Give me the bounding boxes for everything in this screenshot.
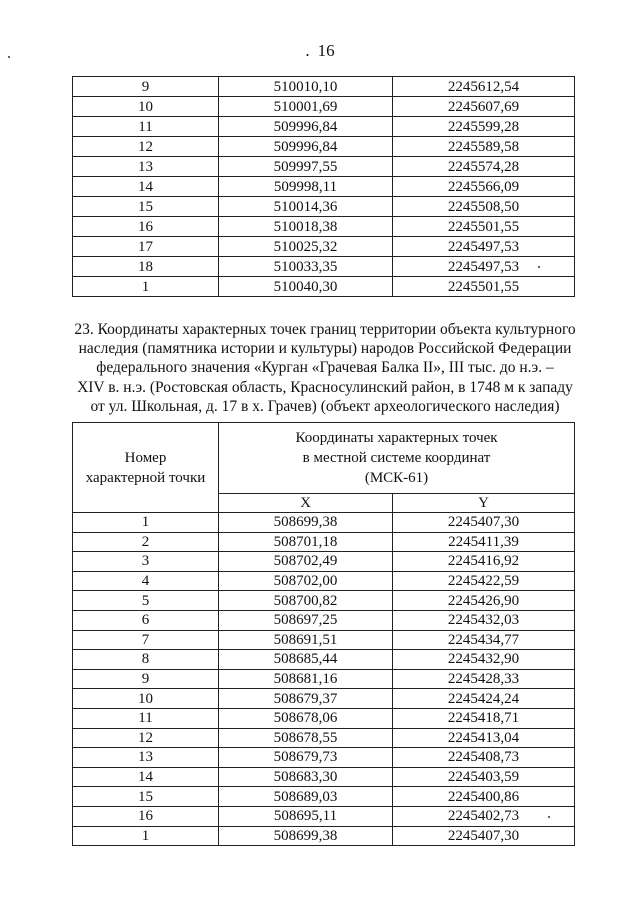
- coord-y: 2245612,54: [393, 77, 575, 97]
- table-row: [73, 77, 575, 97]
- coord-y: 2245416,92: [393, 552, 575, 572]
- coord-y: 2245418,71: [393, 708, 575, 728]
- point-number: 18: [73, 257, 219, 277]
- page-number-text: 16: [317, 41, 335, 60]
- table-row: [73, 157, 575, 177]
- header-text: (МСК-61): [364, 470, 429, 486]
- coord-x: 509996,84: [219, 137, 393, 157]
- point-number: 10: [73, 689, 219, 709]
- coord-x: 510014,36: [219, 197, 393, 217]
- point-number: 12: [73, 137, 219, 157]
- point-number: 12: [73, 728, 219, 748]
- table-row: [73, 97, 575, 117]
- table-row: [73, 257, 575, 277]
- coordinates-table: [72, 422, 575, 846]
- coord-x: 508683,30: [219, 767, 393, 787]
- header-point-number: [73, 423, 219, 513]
- table-row: [73, 748, 575, 768]
- point-number: 4: [73, 571, 219, 591]
- coord-x: 508701,18: [219, 532, 393, 552]
- header-text: в местной системе координат: [302, 450, 491, 466]
- coord-x: 508681,16: [219, 669, 393, 689]
- coord-y: 2245501,55: [393, 277, 575, 297]
- coord-y: 2245434,77: [393, 630, 575, 650]
- table-row: [73, 650, 575, 670]
- table-row: [73, 806, 575, 826]
- table-row: [73, 669, 575, 689]
- point-number: 11: [73, 117, 219, 137]
- heading-line: наследия (памятника истории и культуры) народов Российской Федерации: [78, 340, 572, 358]
- coord-x: 509996,84: [219, 117, 393, 137]
- table-row: [73, 787, 575, 807]
- coord-y: 2245428,33: [393, 669, 575, 689]
- coord-x: 508695,11: [219, 806, 393, 826]
- point-number: 1: [73, 513, 219, 533]
- point-number: 13: [73, 748, 219, 768]
- coord-y: 2245407,30: [393, 513, 575, 533]
- coord-y: 2245432,03: [393, 610, 575, 630]
- coord-y: 2245599,28: [393, 117, 575, 137]
- coord-y: 2245403,59: [393, 767, 575, 787]
- point-number: 5: [73, 591, 219, 611]
- coord-x: 508700,82: [219, 591, 393, 611]
- table-row: [73, 552, 575, 572]
- heading-line: XIV в. н.э. (Ростовская область, Красносулинский район, в 1748 м к западу: [77, 378, 573, 396]
- coord-x: 508699,38: [219, 826, 393, 846]
- point-number: 14: [73, 767, 219, 787]
- coord-x: 508679,73: [219, 748, 393, 768]
- scan-speck: [8, 56, 10, 58]
- coord-y: 2245497,53: [393, 237, 575, 257]
- coord-y: 2245407,30: [393, 826, 575, 846]
- section-heading: [60, 320, 590, 416]
- header-text: Координаты характерных точек: [295, 430, 498, 446]
- coord-x: 508702,00: [219, 571, 393, 591]
- coord-y: 2245607,69: [393, 97, 575, 117]
- coord-x: 509997,55: [219, 157, 393, 177]
- table-row: [73, 217, 575, 237]
- table-row: [73, 591, 575, 611]
- heading-line: 23. Координаты характерных точек границ территории объекта культурного: [74, 321, 576, 338]
- heading-line: от ул. Школьная, д. 17 в х. Грачев) (объект археологического наследия): [90, 397, 560, 415]
- table-row: [73, 728, 575, 748]
- table-row: [73, 137, 575, 157]
- coord-y: 2245508,50: [393, 197, 575, 217]
- header-text: характерной точки: [85, 469, 206, 486]
- coord-y: 2245413,04: [393, 728, 575, 748]
- coord-y: 2245432,90: [393, 650, 575, 670]
- coord-x: 508697,25: [219, 610, 393, 630]
- point-number: 10: [73, 97, 219, 117]
- coord-x: 508689,03: [219, 787, 393, 807]
- coord-y: 2245402,73: [393, 806, 575, 826]
- header-coordinates: [219, 423, 575, 494]
- coord-y: 2245566,09: [393, 177, 575, 197]
- scan-speck: [548, 816, 550, 818]
- point-number: 9: [73, 669, 219, 689]
- table-row: [73, 197, 575, 217]
- point-number: 3: [73, 552, 219, 572]
- coord-x: 508679,37: [219, 689, 393, 709]
- coord-y: 2245400,86: [393, 787, 575, 807]
- coord-y: 2245422,59: [393, 571, 575, 591]
- point-number: 17: [73, 237, 219, 257]
- table-row: [73, 826, 575, 846]
- point-number: 2: [73, 532, 219, 552]
- point-number: 15: [73, 197, 219, 217]
- table-row: [73, 177, 575, 197]
- coord-y: 2245501,55: [393, 217, 575, 237]
- point-number: 1: [73, 826, 219, 846]
- point-number: 7: [73, 630, 219, 650]
- point-number: 16: [73, 217, 219, 237]
- coord-y: 2245426,90: [393, 591, 575, 611]
- table-row: [73, 571, 575, 591]
- point-number: 1: [73, 277, 219, 297]
- table-row: [73, 277, 575, 297]
- header-text: Номер: [124, 449, 167, 466]
- scan-speck: [538, 266, 540, 268]
- point-number: 13: [73, 157, 219, 177]
- table-row: [73, 237, 575, 257]
- coord-x: 509998,11: [219, 177, 393, 197]
- page-number: . 16: [305, 41, 335, 60]
- table-row: [73, 630, 575, 650]
- coord-x: 510010,10: [219, 77, 393, 97]
- coord-y: 2245411,39: [393, 532, 575, 552]
- coord-x: 508685,44: [219, 650, 393, 670]
- heading-line: федерального значения «Курган «Грачевая Балка II», III тыс. до н.э. –: [96, 359, 554, 377]
- coord-x: 510018,38: [219, 217, 393, 237]
- table-row: [73, 532, 575, 552]
- coord-y: 2245424,24: [393, 689, 575, 709]
- coord-x: 508678,06: [219, 708, 393, 728]
- point-number: 9: [73, 77, 219, 97]
- header-y: Y: [393, 494, 575, 513]
- coord-x: 508691,51: [219, 630, 393, 650]
- coord-x: 510025,32: [219, 237, 393, 257]
- table-row: [73, 610, 575, 630]
- coord-y: 2245408,73: [393, 748, 575, 768]
- table-row: [73, 708, 575, 728]
- table-row: [73, 689, 575, 709]
- table-row: [73, 513, 575, 533]
- point-number: 6: [73, 610, 219, 630]
- coord-y: 2245589,58: [393, 137, 575, 157]
- coord-x: 508699,38: [219, 513, 393, 533]
- coord-x: 510040,30: [219, 277, 393, 297]
- coord-x: 510033,35: [219, 257, 393, 277]
- header-x: X: [219, 494, 393, 513]
- coordinates-table-continued: [72, 76, 575, 297]
- point-number: 11: [73, 708, 219, 728]
- point-number: 15: [73, 787, 219, 807]
- coord-x: 508702,49: [219, 552, 393, 572]
- point-number: 8: [73, 650, 219, 670]
- coord-x: 510001,69: [219, 97, 393, 117]
- point-number: 14: [73, 177, 219, 197]
- table-row: [73, 767, 575, 787]
- coord-x: 508678,55: [219, 728, 393, 748]
- coord-y: 2245497,53: [393, 257, 575, 277]
- point-number: 16: [73, 806, 219, 826]
- coord-y: 2245574,28: [393, 157, 575, 177]
- table-row: [73, 117, 575, 137]
